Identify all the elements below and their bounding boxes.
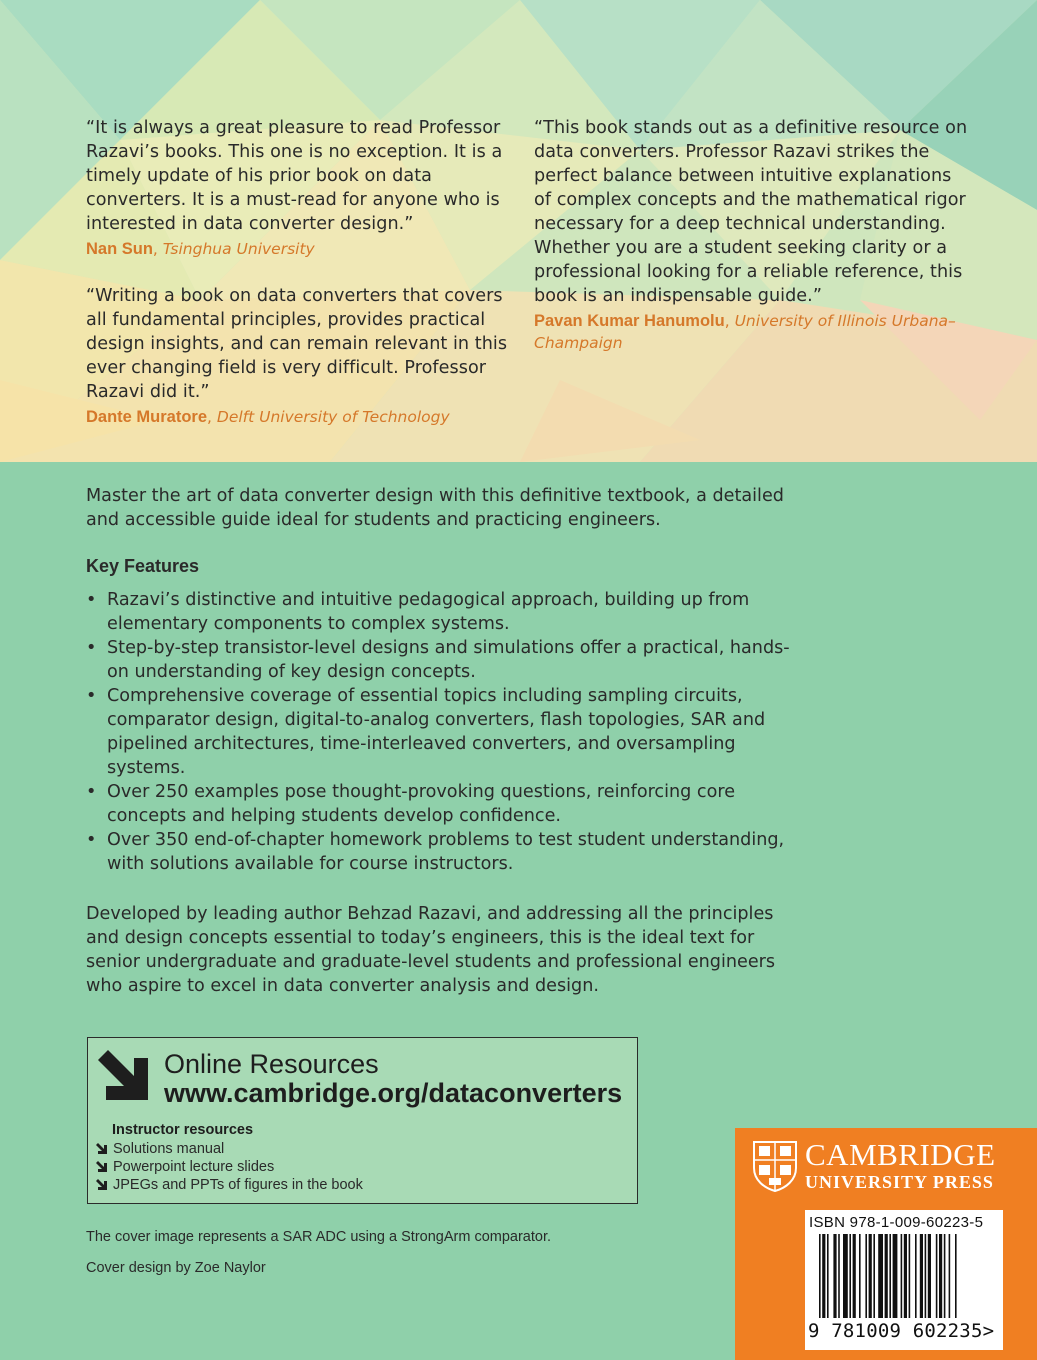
resource-label: Powerpoint lecture slides [113, 1159, 275, 1175]
attribution-separator: , [207, 408, 217, 426]
arrow-down-right-icon [96, 1179, 108, 1191]
resource-item [96, 1176, 363, 1194]
barcode-bar [915, 1234, 917, 1318]
cover-design-credit: Cover design by Zoe Naylor [86, 1260, 266, 1276]
key-features-list [86, 588, 806, 876]
quotes-left-column [86, 116, 516, 428]
endorser-institution: Tsinghua University [162, 240, 315, 258]
barcode-bar [909, 1234, 911, 1318]
arrow-down-right-icon [98, 1050, 152, 1104]
arrow-down-right-icon [96, 1161, 108, 1173]
attribution-separator: , [152, 240, 163, 258]
resources-title: Online Resources [164, 1049, 379, 1079]
instructor-resources-heading: Instructor resources [112, 1122, 254, 1138]
feature-item [86, 780, 806, 828]
barcode-bar [949, 1234, 951, 1318]
feature-item [86, 828, 806, 876]
barcode-bar [928, 1234, 931, 1318]
endorsement-quote [86, 116, 516, 260]
quote-attribution [86, 406, 516, 428]
intro-paragraph: Master the art of data converter design with this definitive textbook, a detailed and accessible guide ideal for students and practicing engineers. [86, 486, 784, 530]
resource-item [96, 1158, 363, 1176]
isbn-barcode [805, 1210, 1003, 1350]
bullet-icon: • [86, 590, 97, 610]
feature-item [86, 684, 806, 780]
barcode-bar [838, 1234, 840, 1318]
barcode-bar [865, 1234, 867, 1318]
instructor-resources-list [96, 1140, 363, 1194]
isbn-label: ISBN 978-1-009-60223-5 [809, 1214, 984, 1231]
quote-attribution [86, 238, 516, 260]
barcode-bar [853, 1234, 856, 1318]
online-resources-box [87, 1037, 638, 1204]
arrow-down-right-icon [96, 1143, 108, 1155]
cover-image-note: The cover image represents a SAR ADC using a StrongArm comparator. [86, 1229, 552, 1245]
barcode-bar [904, 1234, 907, 1318]
barcode-bar [955, 1234, 957, 1318]
feature-text: Razavi’s distinctive and intuitive pedagogical approach, building up from elementary components to complex systems. [107, 590, 750, 634]
barcode-bar [920, 1234, 923, 1318]
bullet-icon: • [86, 782, 97, 802]
endorser-institution: Delft University of Technology [216, 408, 450, 426]
cambridge-crest-icon [752, 1140, 798, 1192]
book-description [86, 484, 806, 998]
feature-text: Over 350 end-of-chapter homework problems to test student understanding, with solutions available for course instructors. [107, 830, 785, 874]
feature-item [86, 636, 806, 684]
barcode-bar [827, 1234, 829, 1318]
barcode-bar [936, 1234, 938, 1318]
resource-label: Solutions manual [113, 1141, 225, 1157]
quote-attribution [534, 310, 974, 354]
barcode-bar [901, 1234, 903, 1318]
barcode-number: 9 781009 602235 [808, 1320, 983, 1342]
endorser-name: Dante Muratore [86, 408, 208, 426]
endorsement-quote [534, 116, 974, 354]
endorser-name: Nan Sun [86, 240, 153, 258]
barcode-bar [873, 1234, 875, 1318]
barcode-bar [869, 1234, 872, 1318]
barcode-bar [944, 1234, 946, 1318]
barcode-bar [843, 1234, 848, 1318]
barcode-bar [859, 1234, 861, 1318]
barcode-bar [939, 1234, 942, 1318]
feature-text: Step-by-step transistor-level designs and simulations offer a practical, hands-on understanding of key design concepts. [107, 638, 790, 682]
barcode-bar [822, 1234, 825, 1318]
publisher-panel [735, 1128, 1037, 1360]
attribution-separator: , [724, 312, 735, 330]
closing-paragraph: Developed by leading author Behzad Razavi, and addressing all the principles and design concepts essential to today’s engineers, this is the ideal text for senior undergraduate and graduate-level students and professional engineers who aspire to excel in data converter analysis and design. [86, 904, 776, 996]
barcode-bar [885, 1234, 888, 1318]
publisher-name: CAMBRIDGE [805, 1137, 996, 1172]
barcode-bar [819, 1234, 821, 1318]
bullet-icon: • [86, 830, 97, 850]
barcode-end-mark: > [982, 1320, 995, 1342]
endorsement-quote [86, 284, 516, 428]
endorser-institution: University of Illinois Urbana–Champaign [534, 312, 956, 352]
barcode-digits [808, 1320, 994, 1342]
barcode-bar [893, 1234, 898, 1318]
feature-item [86, 588, 806, 636]
feature-text: Comprehensive coverage of essential topics including sampling circuits, comparator design, digital-to-analog converters, flash topologies, SAR and pipelined architectures, time-interleaved converters, and oversampling systems. [107, 686, 766, 778]
bullet-icon: • [86, 686, 97, 706]
quote-text: “Writing a book on data converters that covers all fundamental principles, provides practical design insights, and can remain relevant in this ever changing field is very difficult. Professor Razavi did it.” [86, 286, 508, 402]
quotes-right-column [534, 116, 974, 354]
quote-text: “It is always a great pleasure to read Professor Razavi’s books. This one is no exception. It is a timely update of his prior book on data converters. It is a must-read for anyone who is interested in data converter design.” [86, 118, 503, 234]
key-features-heading: Key Features [86, 556, 200, 576]
barcode-bar [849, 1234, 851, 1318]
bullet-icon: • [86, 638, 97, 658]
barcode-bar [878, 1234, 883, 1318]
endorser-name: Pavan Kumar Hanumolu [534, 312, 725, 330]
barcode-icon [805, 1234, 1003, 1320]
barcode-bar [925, 1234, 927, 1318]
resources-url-link[interactable]: www.cambridge.org/dataconverters [164, 1078, 623, 1108]
barcode-bar [833, 1234, 836, 1318]
quote-text: “This book stands out as a definitive resource on data converters. Professor Razavi strikes the perfect balance between intuitive explanations of complex concepts and the mathematical rigor necessary for a deep technical understanding. Whether you are a student seeking clarity or a professional looking for a reliable reference, this book is an indispensable guide.” [534, 118, 968, 306]
resource-label: JPEGs and PPTs of figures in the book [113, 1177, 363, 1193]
resource-item [96, 1140, 363, 1158]
feature-text: Over 250 examples pose thought-provoking questions, reinforcing core concepts and helping students develop confidence. [107, 782, 736, 826]
publisher-subtitle: UNIVERSITY PRESS [805, 1172, 994, 1192]
barcode-bar [889, 1234, 891, 1318]
